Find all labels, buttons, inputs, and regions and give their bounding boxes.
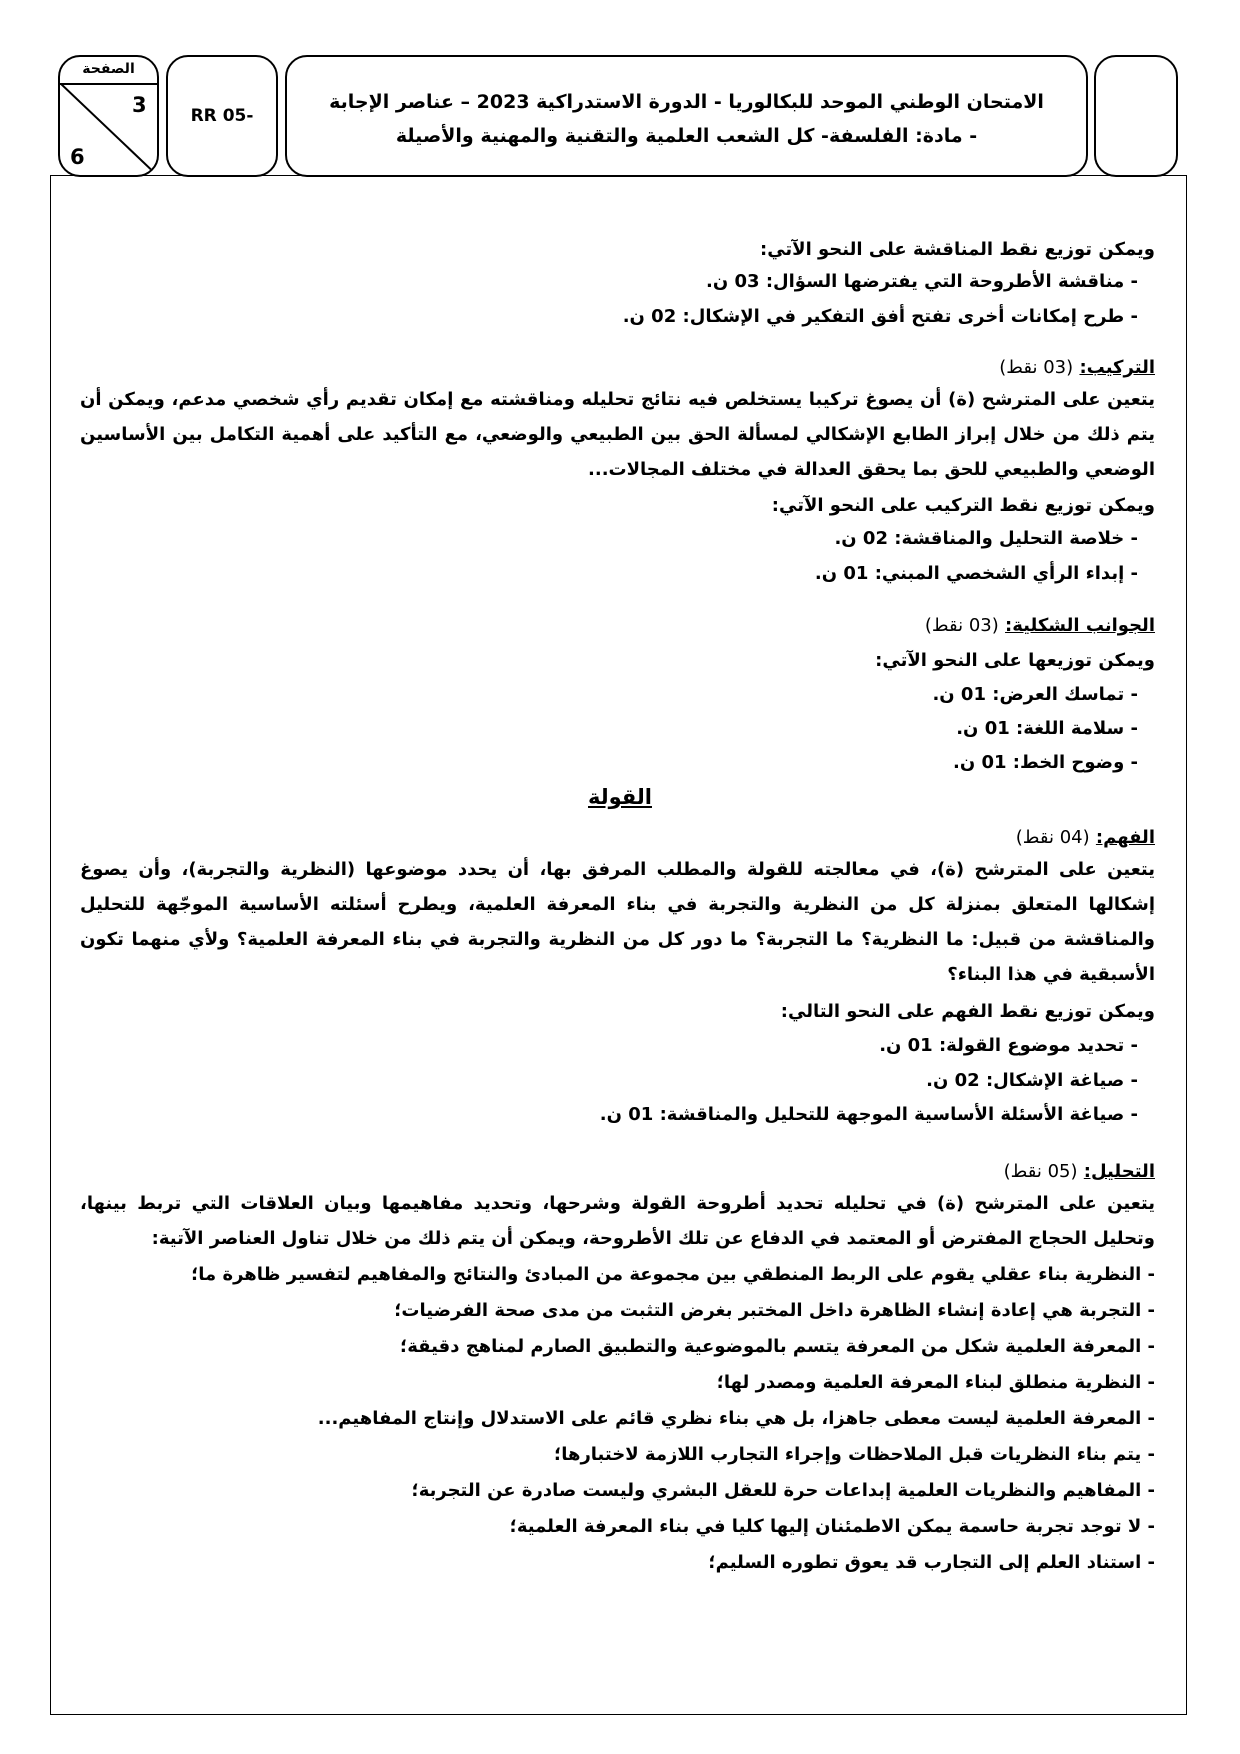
page-number-box [58,55,159,177]
tahlil-points: (05 نقط) [1003,1161,1078,1182]
tarkib-intro: ويمكن توزيع نقط التركيب على النحو الآتي: [771,495,1155,516]
formal-heading: الجوانب الشكلية: [1005,615,1155,636]
list-item: - خلاصة التحليل والمناقشة: 02 ن. [834,528,1138,549]
list-item: - إبداء الرأي الشخصي المبني: 01 ن. [814,563,1138,584]
list-item: - النظرية منطلق لبناء المعرفة العلمية ومصدر لها؛ [716,1372,1155,1393]
exam-title-line2: - مادة: الفلسفة- كل الشعب العلمية والتقنية والمهنية والأصيلة [395,125,978,147]
fahm-points: (04 نقط) [1015,827,1090,848]
list-item: - صياغة الأسئلة الأساسية الموجهة للتحليل والمناقشة: 01 ن. [599,1104,1138,1125]
exam-code-box [166,55,278,177]
formal-intro: ويمكن توزيعها على النحو الآتي: [875,650,1155,671]
list-item: - المعرفة العلمية شكل من المعرفة يتسم بالموضوعية والتطبيق الصارم لمناهج دقيقة؛ [400,1336,1155,1357]
formal-points: (03 نقط) [924,615,999,636]
tahlil-heading: التحليل: [1083,1161,1155,1182]
header-right-box [1094,55,1178,177]
list-item: - استناد العلم إلى التجارب قد يعوق تطوره السليم؛ [708,1552,1155,1573]
tarkib-paragraph: يتعين على المترشح (ة) أن يصوغ تركيبا يستخلص فيه نتائج تحليله ومناقشته مع إمكان تقديم رأي شخصي مدعم، ويمكن أن يتم ذلك من خلال إبراز الطابع الإشكالي لمسألة الحق بين الطبيعي والوضعي، مع التأكيد على أهمية التكامل بين الأساسين الوضعي والطبيعي للحق بما يحقق العدالة في مختلف المجالات... [80,389,1155,480]
page-total: 6 [70,145,85,169]
page-label: الصفحة [60,57,157,85]
list-item: - المعرفة العلمية ليست معطى جاهزا، بل هي بناء نظري قائم على الاستدلال وإنتاج المفاهيم... [317,1408,1155,1429]
list-item: - المفاهيم والنظريات العلمية إبداعات حرة للعقل البشري وليست صادرة عن التجربة؛ [411,1480,1155,1501]
quote-title: القولة [588,785,652,809]
fahm-paragraph: يتعين على المترشح (ة)، في معالجته للقولة والمطلب المرفق بها، أن يحدد موضوعها (النظرية والتجربة)، وأن يصوغ إشكالها المتعلق بمنزلة كل من النظرية والتجربة في بناء المعرفة العلمية، ويطرح أسئلته الأساسية الموجّهة للتحليل والمناقشة من قبيل: ما النظرية؟ ما التجربة؟ ما دور كل من النظرية والتجربة في بناء المعرفة العلمية؟ ولأي منهما تكون الأسبقية في هذا البناء؟ [80,859,1155,985]
exam-title-line1: الامتحان الوطني الموحد للبكالوريا - الدورة الاستدراكية 2023 – عناصر الإجابة [329,91,1044,113]
tarkib-points: (03 نقط) [999,357,1074,378]
formal-heading-line [80,608,1155,643]
list-item: - وضوح الخط: 01 ن. [952,752,1138,773]
fahm-heading: الفهم: [1095,827,1155,848]
discussion-intro: ويمكن توزيع نقط المناقشة على النحو الآتي: [760,239,1155,260]
tarkib-heading: التركيب: [1079,357,1155,378]
list-item: - تحديد موضوع القولة: 01 ن. [879,1035,1138,1056]
tahlil-paragraph: يتعين على المترشح (ة) في تحليله تحديد أطروحة القولة وشرحها، وتحديد مفاهيمها وبيان العلاقات التي تربط بينها، وتحليل الحجاج المفترض أو المعتمد في الدفاع عن تلك الأطروحة، ويمكن أن يتم ذلك من خلال تناول العناصر الآتية: [80,1193,1155,1249]
fahm-heading-line [80,820,1155,855]
list-item: - سلامة اللغة: 01 ن. [956,718,1138,739]
exam-code: RR 05- [190,106,254,126]
fahm-intro: ويمكن توزيع نقط الفهم على النحو التالي: [780,1001,1155,1022]
list-item: - صياغة الإشكال: 02 ن. [926,1070,1138,1091]
tahlil-heading-line [80,1154,1155,1189]
page-current: 3 [132,93,147,117]
list-item: - النظرية بناء عقلي يقوم على الربط المنطقي بين مجموعة من المبادئ والنتائج والمفاهيم لتفسير ظاهرة ما؛ [191,1264,1155,1285]
list-item: - التجربة هي إعادة إنشاء الظاهرة داخل المختبر بغرض التثبت من مدى صحة الفرضيات؛ [394,1300,1155,1321]
tarkib-heading-line [80,350,1155,385]
list-item: - مناقشة الأطروحة التي يفترضها السؤال: 03 ن. [706,271,1138,292]
list-item: - يتم بناء النظريات قبل الملاحظات وإجراء التجارب اللازمة لاختبارها؛ [554,1444,1155,1465]
list-item: - لا توجد تجربة حاسمة يمكن الاطمئنان إليها كليا في بناء المعرفة العلمية؛ [509,1516,1155,1537]
list-item: - طرح إمكانات أخرى تفتح أفق التفكير في الإشكال: 02 ن. [622,306,1138,327]
list-item: - تماسك العرض: 01 ن. [932,684,1138,705]
exam-title-box [285,55,1088,177]
